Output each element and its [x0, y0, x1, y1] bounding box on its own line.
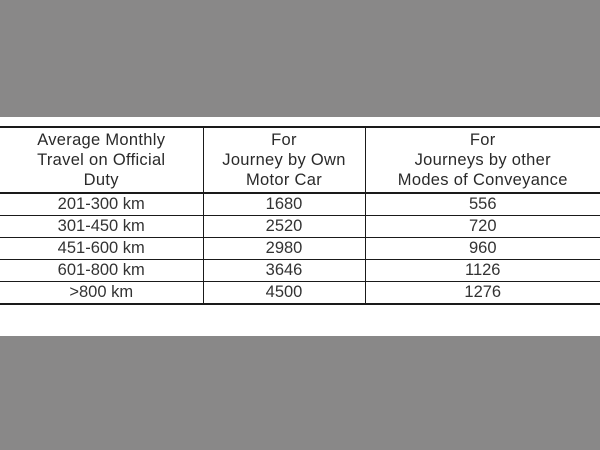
table-row	[0, 282, 600, 305]
cell-other-modes: 556	[365, 193, 600, 216]
header-own-motor-car: For Journey by Own Motor Car	[203, 127, 365, 193]
cell-own-car: 1680	[203, 193, 365, 216]
cell-distance: >800 km	[0, 282, 203, 305]
cell-other-modes: 960	[365, 238, 600, 260]
cell-own-car: 2980	[203, 238, 365, 260]
cell-distance: 601-800 km	[0, 260, 203, 282]
cell-own-car: 4500	[203, 282, 365, 305]
cell-distance: 451-600 km	[0, 238, 203, 260]
conveyance-allowance-table	[0, 126, 600, 305]
cell-other-modes: 1276	[365, 282, 600, 305]
table-row	[0, 216, 600, 238]
top-gray-band	[0, 0, 600, 117]
header-other-modes: For Journeys by other Modes of Conveyance	[365, 127, 600, 193]
header-average-monthly-travel: Average Monthly Travel on Official Duty	[0, 127, 203, 193]
cell-distance: 201-300 km	[0, 193, 203, 216]
cell-other-modes: 1126	[365, 260, 600, 282]
table-row	[0, 260, 600, 282]
cell-other-modes: 720	[365, 216, 600, 238]
table-row	[0, 238, 600, 260]
cell-own-car: 3646	[203, 260, 365, 282]
document-sheet	[0, 117, 600, 336]
bottom-gray-band	[0, 336, 600, 450]
cell-own-car: 2520	[203, 216, 365, 238]
table-row	[0, 193, 600, 216]
header-row	[0, 127, 600, 193]
cell-distance: 301-450 km	[0, 216, 203, 238]
